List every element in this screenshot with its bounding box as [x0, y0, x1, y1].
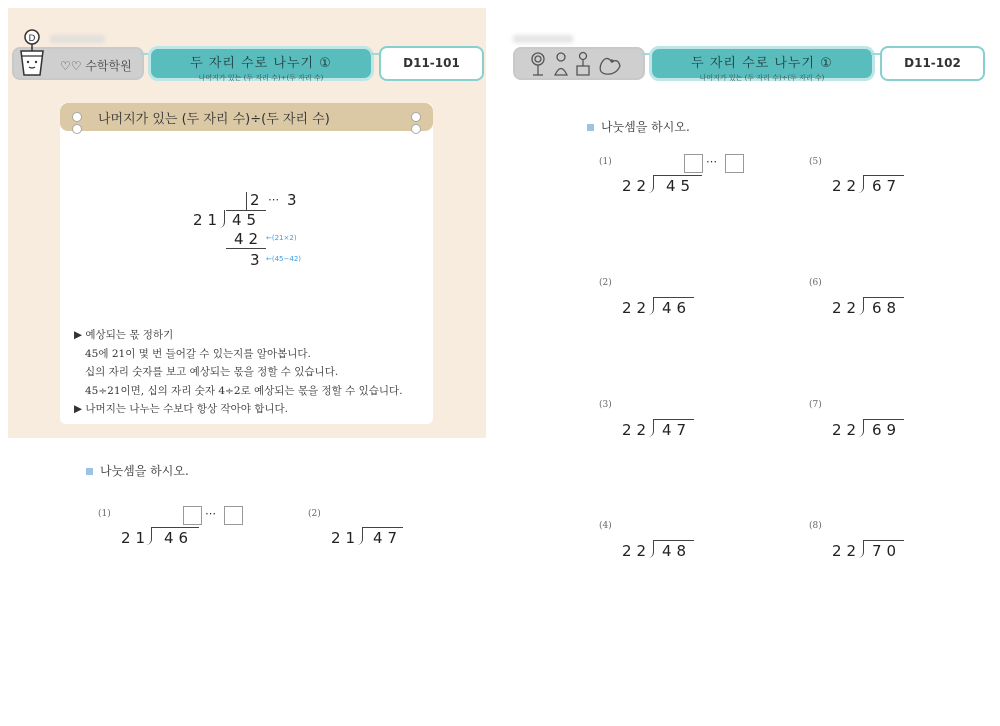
pin-icon	[72, 124, 82, 134]
problem-divisor: 21	[121, 529, 151, 547]
problem-dividend: 45	[666, 177, 696, 195]
problem-dividend: 68	[872, 299, 902, 317]
division-bracket	[146, 527, 152, 545]
example-quotient: 2	[250, 191, 265, 209]
problem-number: (2)	[308, 509, 321, 519]
result-note: ←(45−42)	[266, 255, 302, 263]
problem-number: (5)	[809, 157, 822, 167]
division-bracket	[648, 540, 654, 558]
vertical-guide	[246, 192, 247, 210]
pin-icon	[411, 124, 421, 134]
instruction	[86, 462, 189, 479]
problem-dividend: 70	[872, 542, 902, 560]
problem-divisor: 22	[832, 299, 862, 317]
pin-icon	[411, 112, 421, 122]
division-bracket	[357, 527, 363, 545]
problem-dividend: 67	[872, 177, 902, 195]
division-bar	[864, 297, 904, 298]
square-bullet-icon	[86, 468, 93, 475]
division-bar	[864, 540, 904, 541]
pin-icon	[72, 112, 82, 122]
division-bar	[864, 419, 904, 420]
square-bullet-icon	[587, 124, 594, 131]
product-note: ←(21×2)	[266, 234, 297, 242]
instruction-text: 나눗셈을 하시오.	[100, 464, 189, 478]
remainder-answer-box[interactable]	[725, 154, 744, 173]
mascot-icon	[16, 28, 48, 80]
problem-divisor: 22	[832, 421, 862, 439]
note-line: ▶ 예상되는 몫 정하기	[74, 329, 174, 341]
division-bar	[654, 540, 694, 541]
blurred-header-text	[50, 35, 105, 43]
unit-subtitle: 나머지가 있는 (두 자리 수)÷(두 자리 수)	[699, 74, 825, 82]
division-bar	[363, 527, 403, 528]
quotient-answer-box[interactable]	[183, 506, 202, 525]
problem-dividend: 47	[373, 529, 403, 547]
instruction	[587, 118, 690, 135]
example-divisor: 21	[193, 211, 223, 229]
unit-title: 두 자리 수로 나누기 ①	[190, 56, 332, 71]
division-bar	[654, 297, 694, 298]
problem-divisor: 22	[832, 542, 862, 560]
problem-divisor: 22	[622, 421, 652, 439]
blurred-header-text	[513, 35, 573, 43]
example-result: 3	[250, 251, 265, 269]
problem-dividend: 46	[662, 299, 692, 317]
division-bracket	[858, 297, 864, 315]
division-bar	[864, 175, 904, 176]
remainder-answer-box[interactable]	[224, 506, 243, 525]
division-bracket	[858, 419, 864, 437]
division-bar	[654, 419, 694, 420]
unit-subtitle: 나머지가 있는 (두 자리 수)÷(두 자리 수)	[198, 74, 324, 82]
division-bar	[654, 175, 702, 176]
problem-divisor: 22	[622, 542, 652, 560]
note-line: 45에 21이 몇 번 들어갈 수 있는지를 알아봅니다.	[85, 347, 311, 360]
example-remainder: 3	[287, 191, 302, 209]
division-bracket	[858, 175, 864, 193]
problem-number: (3)	[599, 400, 612, 410]
quotient-answer-box[interactable]	[684, 154, 703, 173]
division-bracket	[648, 419, 654, 437]
page-code: D11-101	[379, 46, 484, 81]
problem-dividend: 69	[872, 421, 902, 439]
division-bar	[152, 527, 199, 528]
example-product: 42	[234, 230, 264, 248]
academy-name: ♡♡ 수학학원	[60, 59, 132, 73]
problem-number: (1)	[599, 157, 612, 167]
instruction-text: 나눗셈을 하시오.	[601, 120, 690, 134]
problem-number: (1)	[98, 509, 111, 519]
example-ellipsis: ⋯	[268, 193, 279, 206]
problem-number: (6)	[809, 278, 822, 288]
problem-divisor: 21	[331, 529, 361, 547]
note-line: 45÷21이면, 십의 자리 숫자 4÷2로 예상되는 몫을 정할 수 있습니다.	[85, 384, 403, 397]
unit-title: 두 자리 수로 나누기 ①	[691, 56, 833, 71]
problem-dividend: 48	[662, 542, 692, 560]
division-bracket	[858, 540, 864, 558]
note-line: 십의 자리 숫자를 보고 예상되는 몫을 정할 수 있습니다.	[85, 366, 339, 378]
problem-number: (2)	[599, 278, 612, 288]
subtraction-line	[226, 248, 266, 249]
problem-number: (4)	[599, 521, 612, 531]
problem-divisor: 22	[622, 299, 652, 317]
concept-notes	[74, 326, 434, 419]
problem-number: (8)	[809, 521, 822, 531]
svg-text:D: D	[28, 34, 36, 44]
problem-number: (7)	[809, 400, 822, 410]
problem-dividend: 47	[662, 421, 692, 439]
note-line: ▶ 나머지는 나누는 수보다 항상 작아야 합니다.	[74, 403, 289, 415]
division-bracket	[648, 175, 654, 193]
problem-dividend: 46	[164, 529, 194, 547]
example-dividend: 45	[232, 211, 262, 229]
concept-title: 나머지가 있는 (두 자리 수)÷(두 자리 수)	[98, 112, 330, 127]
ellipsis: ⋯	[205, 507, 216, 520]
ellipsis: ⋯	[706, 155, 717, 168]
division-bracket	[648, 297, 654, 315]
page-code: D11-102	[880, 46, 985, 81]
character-icons	[528, 50, 628, 78]
unit-title-box	[148, 46, 374, 81]
unit-title-box	[649, 46, 875, 81]
problem-divisor: 22	[622, 177, 652, 195]
problem-divisor: 22	[832, 177, 862, 195]
